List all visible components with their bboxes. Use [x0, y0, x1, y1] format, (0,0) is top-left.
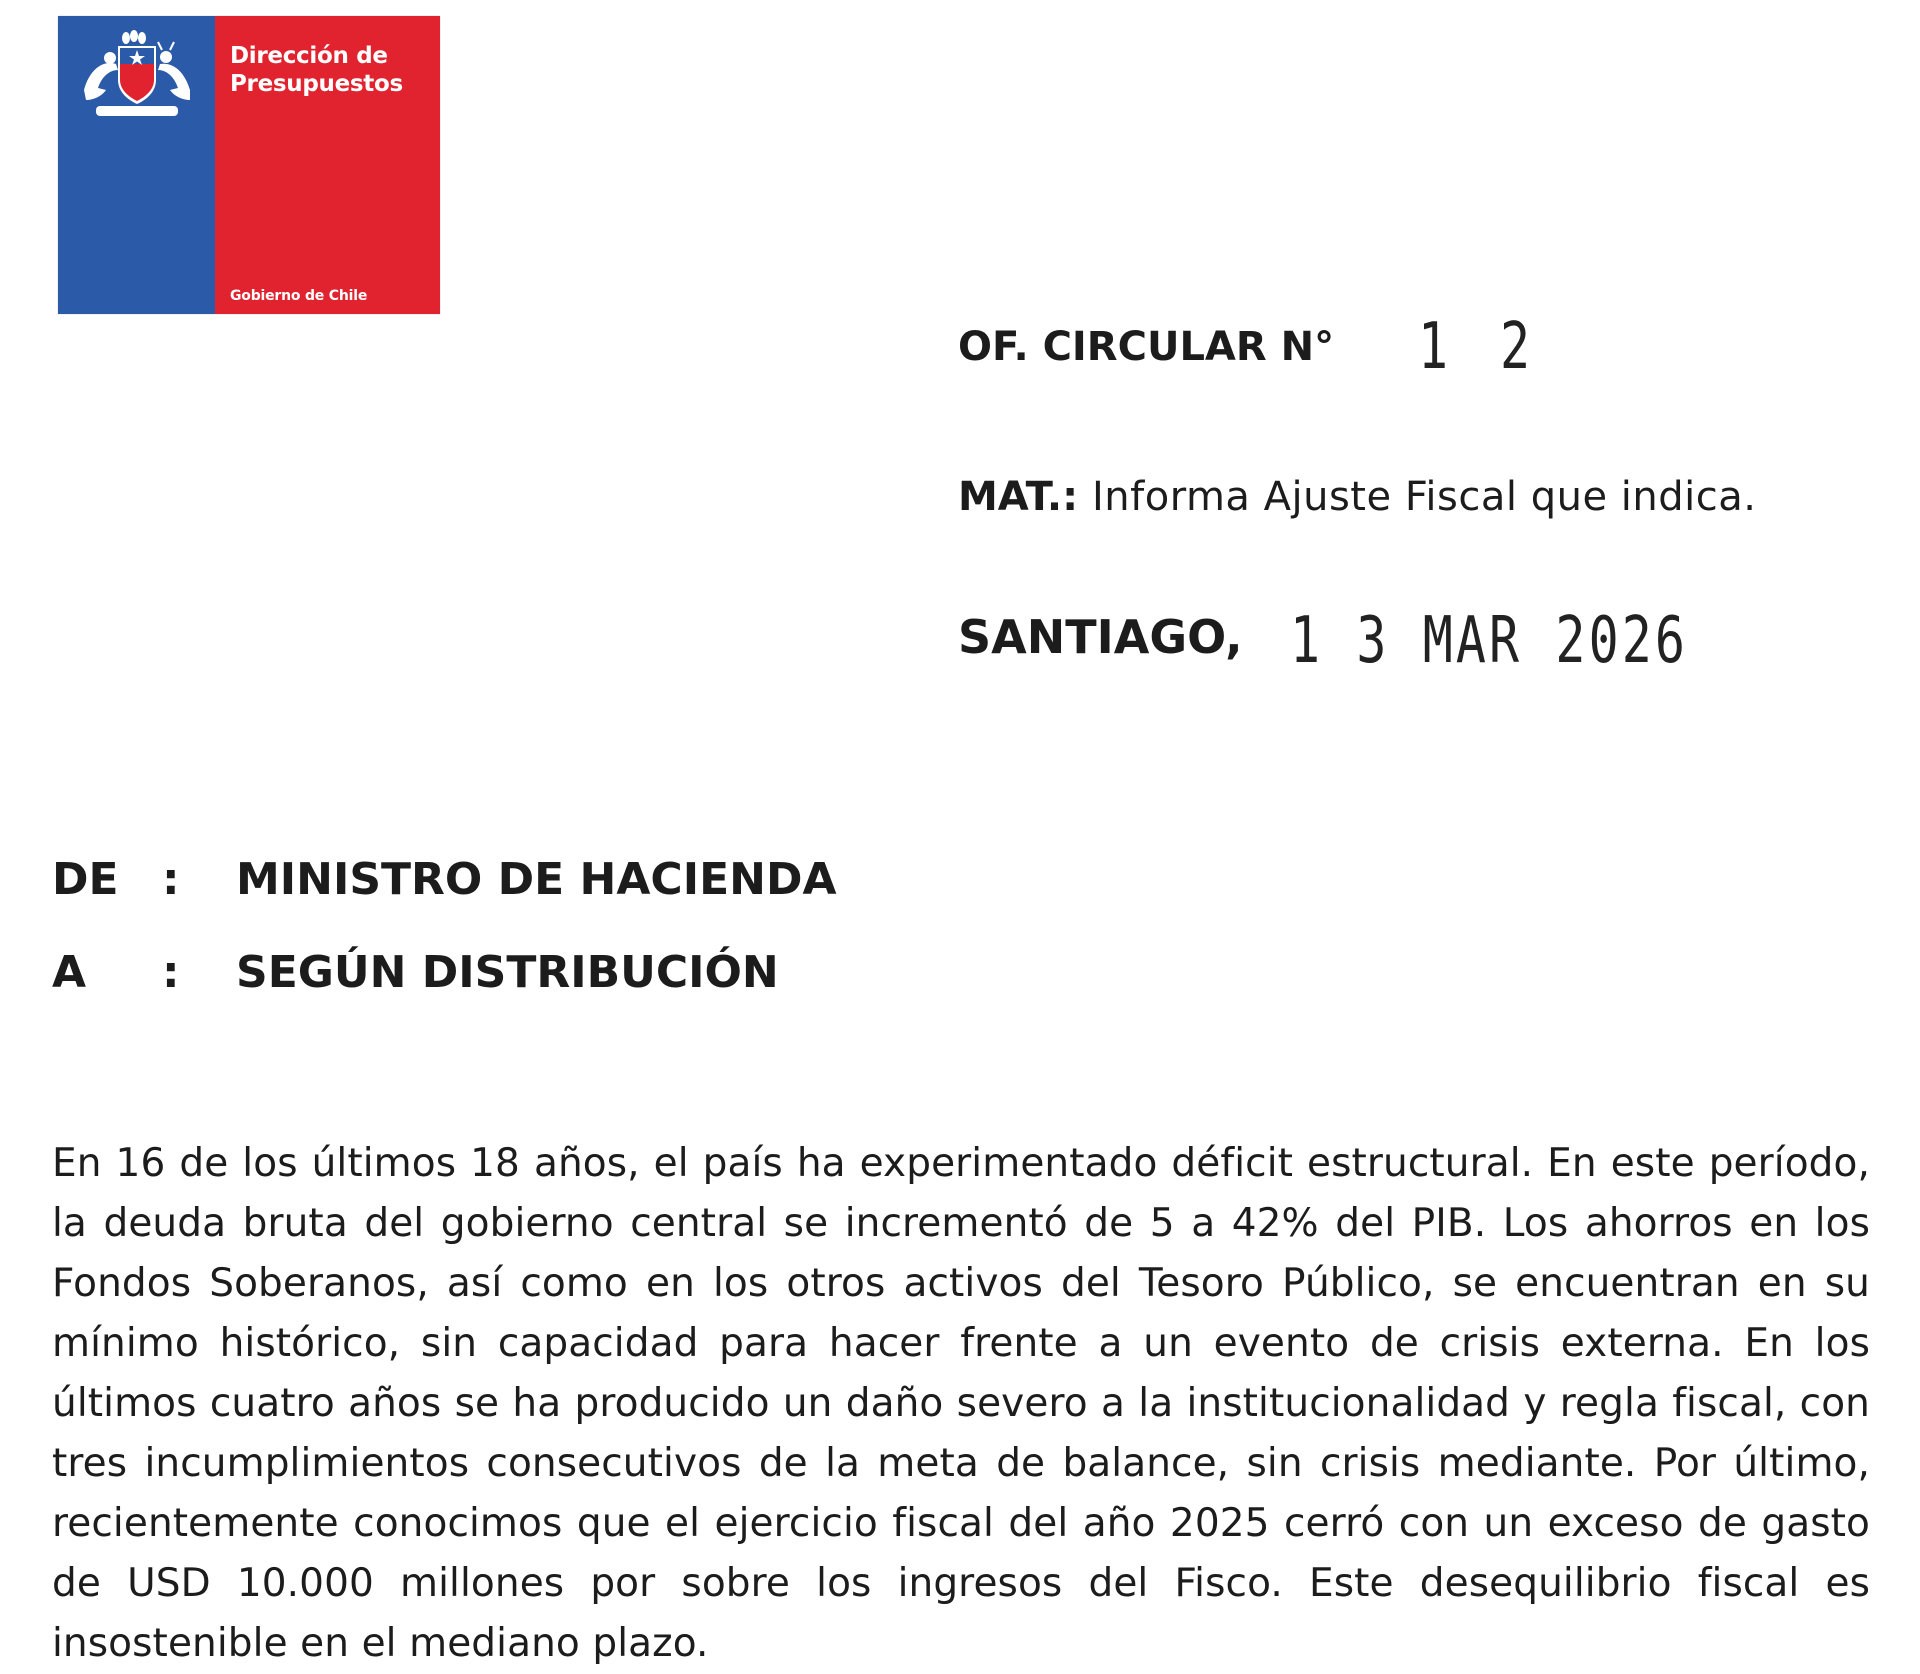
logo-title [230, 42, 403, 98]
logo-red-panel [215, 16, 440, 314]
government-logo [58, 16, 440, 314]
to-line [52, 947, 779, 998]
matter-text: Informa Ajuste Fiscal que indica. [1092, 474, 1757, 520]
logo-title-line1: Dirección de [230, 43, 388, 69]
from-label: DE [52, 854, 119, 905]
from-value: MINISTRO DE HACIENDA [236, 854, 837, 905]
to-label: A [52, 947, 87, 998]
from-separator: : [162, 854, 180, 905]
logo-blue-panel [58, 16, 215, 314]
from-line [52, 854, 837, 905]
to-value: SEGÚN DISTRIBUCIÓN [236, 947, 779, 998]
logo-footer: Gobierno de Chile [230, 288, 368, 304]
city-label: SANTIAGO, [958, 610, 1243, 664]
matter-label: MAT.: [958, 474, 1079, 520]
to-separator: : [162, 947, 180, 998]
coat-of-arms-icon [76, 30, 198, 125]
matter-line [958, 474, 1756, 520]
body-paragraph: En 16 de los últimos 18 años, el país ha experimentado déficit estructural. En este período, la deuda bruta del gobierno central se incrementó de 5 a 42% del PIB. Los ahorros en los Fondos Soberanos, así como en los otros activos del Tesoro Público, se encuentran en su mínimo histórico, sin capacidad para hacer frente a un evento de crisis externa. En los últimos cuatro años se ha producido un daño severo a la institucionalidad y regla fiscal, con tres incumplimientos consecutivos de la meta de balance, sin crisis mediante. Por último, recientemente conocimos que el ejercicio fiscal del año 2025 cerró con un exceso de gasto de USD 10.000 millones por sobre los ingresos del Fisco. Este desequilibrio fiscal es insostenible en el mediano plazo. [52, 1141, 1870, 1666]
logo-title-line2: Presupuestos [230, 71, 403, 97]
circular-number-stamp: 1 2 [1418, 310, 1541, 384]
circular-label: OF. CIRCULAR N° [958, 324, 1335, 370]
date-stamp: 1 3 MAR 2026 [1290, 604, 1689, 678]
